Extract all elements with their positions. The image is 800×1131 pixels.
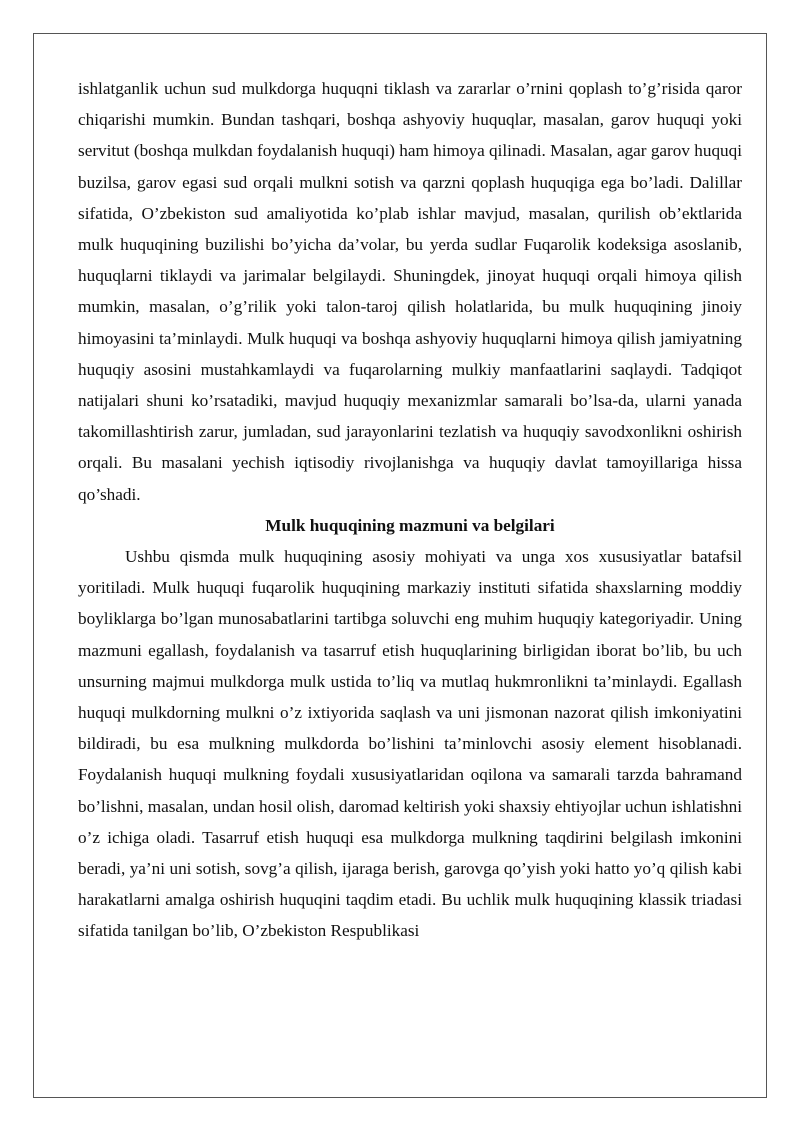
- body-paragraph-2: Ushbu qismda mulk huquqining asosiy mohiyati va unga xos xususiyatlar batafsil yoritiladi. Mulk huquqi fuqarolik huquqining markaziy instituti sifatida shaxslarning moddiy boyliklarga bo’lgan munosabatlarini tartibga soluvchi eng muhim huquqiy kategoriyadir. Uning mazmuni egallash, foydalanish va tasarruf etish huquqlarining birligidan iborat bo’lib, bu uch unsurning majmui mulkdorga mulk ustida to’liq va mutlaq hukmronlikni ta’minlaydi. Egallash huquqi mulkdorning mulkni o’z ixtiyorida saqlash va uni jismonan nazorat qilish imkoniyatini bildiradi, bu esa mulkning mulkdorda bo’lishini ta’minlovchi asosiy element hisoblanadi. Foydalanish huquqi mulkning foydali xususiyatlaridan oqilona va samarali tarzda bahramand bo’lishni, masalan, undan hosil olish, daromad keltirish yoki shaxsiy ehtiyojlar uchun ishlatishni o’z ichiga oladi. Tasarruf etish huquqi esa mulkdorga mulkning taqdirini belgilash imkonini beradi, ya’ni uni sotish, sovg’a qilish, ijaraga berish, garovga qo’yish yoki hatto yo’q qilish kabi harakatlarni amalga oshirish huquqini taqdim etadi. Bu uchlik mulk huquqining klassik triadasi sifatida tanilgan bo’lib, O’zbekiston Respublikasi: [78, 547, 742, 941]
- document-body: [78, 73, 742, 947]
- section-heading: Mulk huquqining mazmuni va belgilari: [265, 515, 555, 535]
- body-paragraph-1: ishlatganlik uchun sud mulkdorga huquqni tiklash va zararlar o’rnini qoplash to’g’risida qaror chiqarishi mumkin. Bundan tashqari, boshqa ashyoviy huquqlar, masalan, garov huquqi yoki servitut (boshqa mulkdan foydalanish huquqi) ham himoya qilinadi. Masalan, agar garov huquqi buzilsa, garov egasi sud orqali mulkni sotish va qarzni qoplash huquqiga ega bo’ladi. Dalillar sifatida, O’zbekiston sud amaliyotida ko’plab ishlar mavjud, masalan, qurilish ob’ektlarida mulk huquqining buzilishi bo’yicha da’volar, bu yerda sudlar Fuqarolik kodeksiga asoslanib, huquqlarni tiklaydi va jarimalar belgilaydi. Shuningdek, jinoyat huquqi orqali himoya qilish mumkin, masalan, o’g’rilik yoki talon-taroj qilish holatlarida, bu mulk huquqining jinoiy himoyasini ta’minlaydi. Mulk huquqi va boshqa ashyoviy huquqlarni himoya qilish jamiyatning huquqiy asosini mustahkamlaydi va fuqarolarning mulkiy manfaatlarini saqlaydi. Tadqiqot natijalari shuni ko’rsatadiki, mavjud huquqiy mexanizmlar samarali bo’lsa-da, ularni yanada takomillashtirish zarur, jumladan, sud jarayonlarini tezlatish va huquqiy savodxonlikni oshirish orqali. Bu masalani yechish iqtisodiy rivojlanishga va huquqiy davlat tamoyillariga hissa qo’shadi.: [78, 79, 742, 504]
